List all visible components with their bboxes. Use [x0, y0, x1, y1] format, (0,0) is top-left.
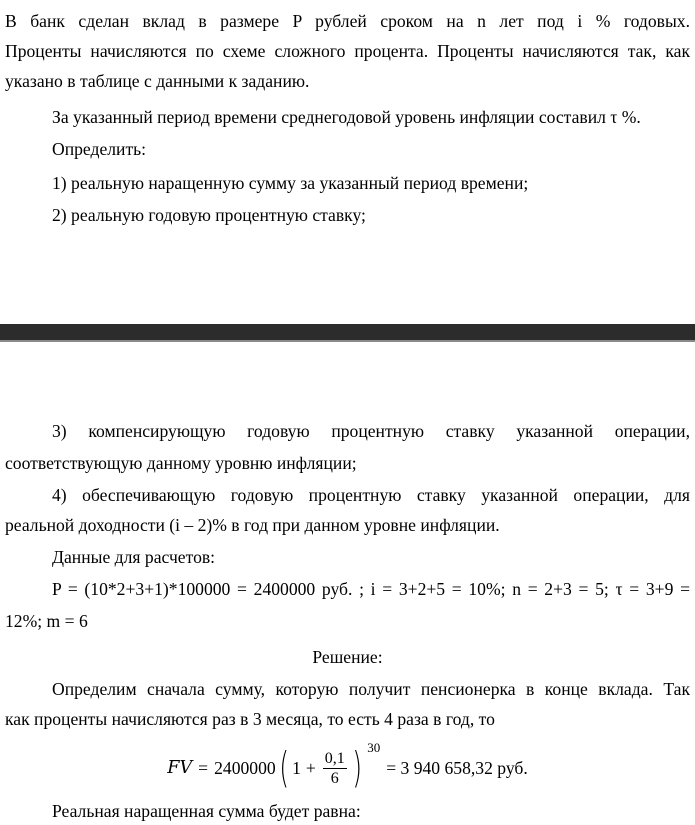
rate-fraction [323, 749, 347, 788]
problem-line-2: Проценты начисляются по схеме сложного процента. Проценты начисляются так, как [5, 41, 690, 61]
formula-coefficient: 2400000 [214, 757, 276, 778]
fraction-denominator: 6 [330, 769, 339, 787]
fraction-numerator: 0,1 [324, 749, 345, 767]
solution-heading: Решение: [312, 647, 383, 667]
inflation-sentence: За указанный период времени среднегодовой уровень инфляции составил τ %. [52, 107, 641, 127]
solution-line-2: как проценты начисляются раз в 3 месяца, то есть 4 раза в год, то [5, 709, 495, 729]
question-3-line-2: соответствующую данному уровню инфляции; [5, 453, 357, 473]
left-paren: ( [278, 743, 289, 792]
data-line-1: P = (10*2+3+1)*100000 = 2400000 руб. ; i = 3+2+5 = 10%; n = 2+3 = 5; τ = 3+9 = [52, 579, 690, 599]
question-1: 1) реальную наращенную сумму за указанный период времени; [52, 173, 529, 193]
solution-line-3: Реальная наращенная сумма будет равна: [52, 801, 361, 821]
question-2: 2) реальную годовую процентную ставку; [52, 205, 366, 225]
formula-plus: + [305, 757, 316, 778]
determine-heading: Определить: [52, 139, 147, 159]
fv-formula [0, 738, 695, 798]
formula-exponent: 30 [367, 740, 381, 755]
formula-equals: = [198, 757, 209, 778]
problem-line-3: указано в таблице с данными к заданию. [5, 71, 310, 91]
question-4-line-2: реальной доходности (i – 2)% в год при данном уровне инфляции. [5, 515, 500, 535]
data-line-2: 12%; m = 6 [5, 611, 88, 631]
formula-result: = 3 940 658,32 руб. [386, 757, 528, 778]
formula-lhs: FV [167, 758, 193, 778]
question-4-line-1: 4) обеспечивающую годовую процентную ставку указанной операции, для [52, 485, 690, 505]
data-heading: Данные для расчетов: [52, 547, 216, 567]
question-3-line-1: 3) компенсирующую годовую процентную ставку указанной операции, [52, 421, 690, 441]
right-paren: ) [352, 743, 362, 792]
formula-one: 1 [292, 757, 301, 778]
solution-line-1: Определим сначала сумму, которую получит пенсионерка в конце вклада. Так [52, 679, 690, 699]
page-separator [0, 324, 695, 340]
problem-line-1: В банк сделан вклад в размере P рублей сроком на n лет под i % годовых. [5, 11, 690, 31]
